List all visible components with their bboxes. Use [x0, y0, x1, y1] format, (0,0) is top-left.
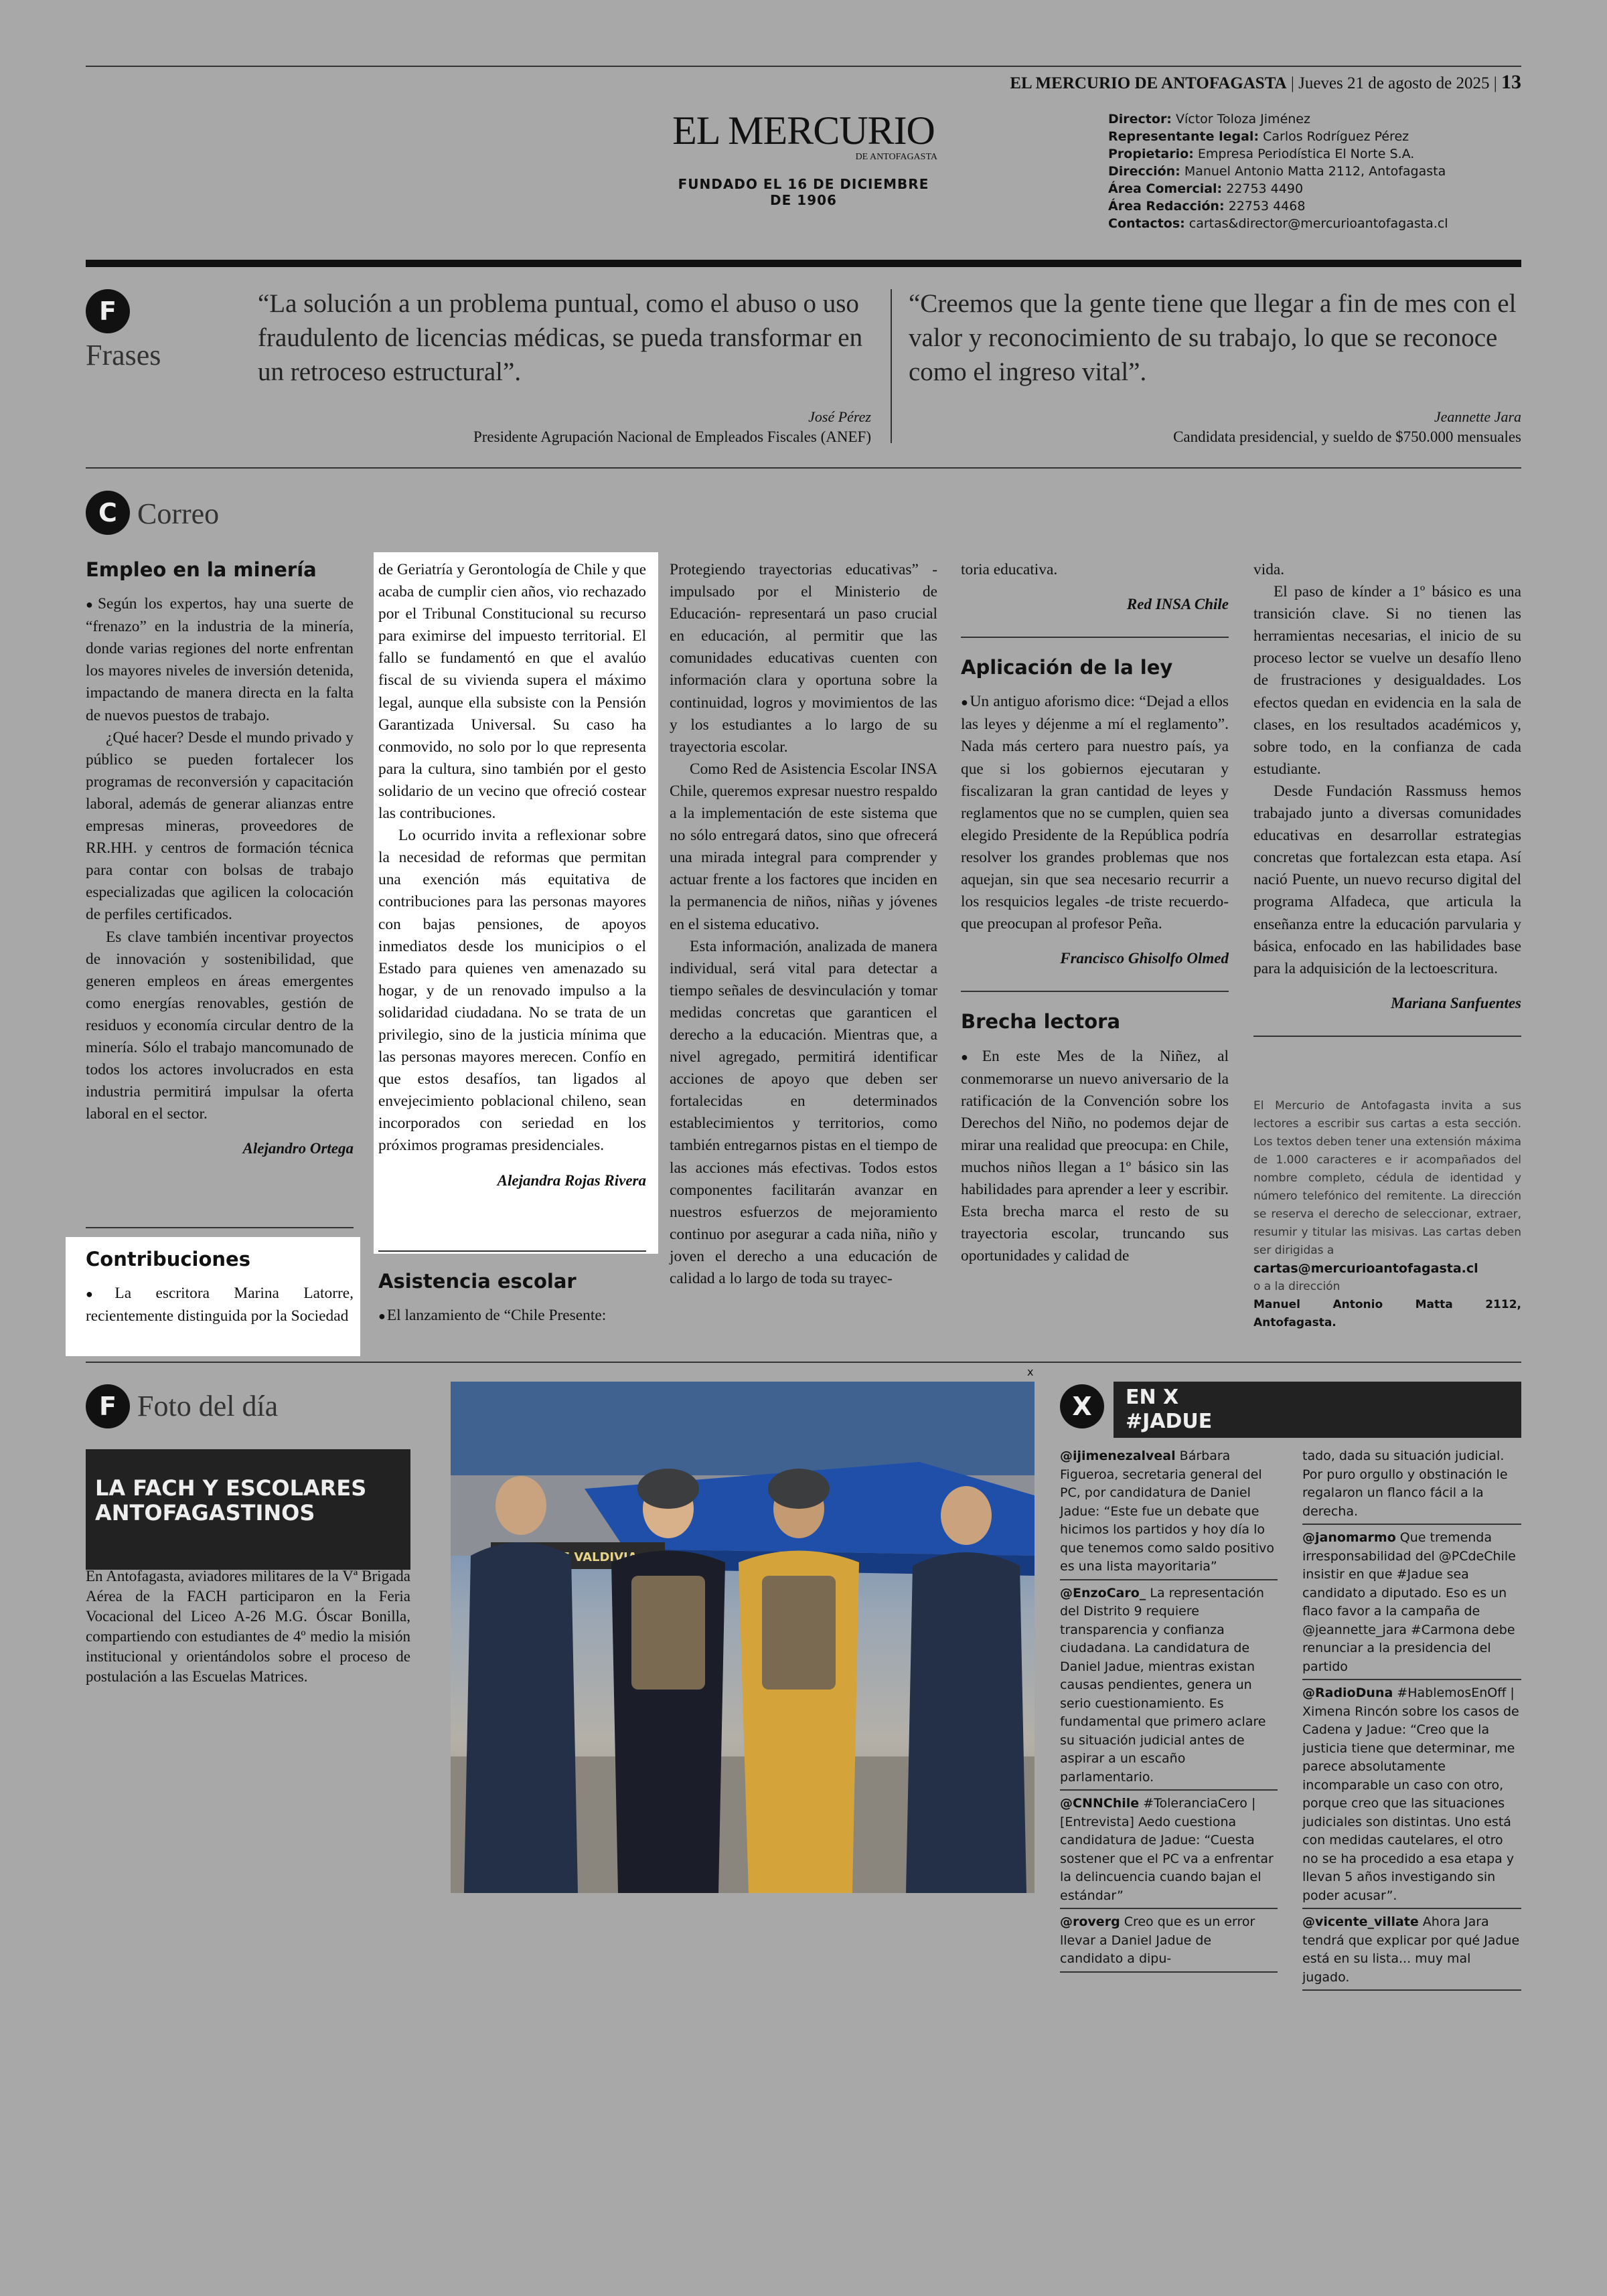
letters-column-4	[961, 559, 1229, 1267]
foto-label: Foto del día	[137, 1390, 279, 1422]
photo-close-mark[interactable]: x	[1027, 1366, 1034, 1378]
photo-illustration	[451, 1382, 1035, 1893]
tweet-text: tado, dada su situación judicial. Por puro orgullo y obstinación le regalaron un flanco fácil a la derecha.	[1302, 1449, 1508, 1519]
letter-paragraph: ● El lanzamiento de “Chile Presente:	[378, 1305, 646, 1327]
letter-signature: Mariana Sanfuentes	[1391, 994, 1521, 1011]
staff-label: Director:	[1108, 112, 1172, 127]
staff-value: cartas&director@mercurioantofagasta.cl	[1189, 216, 1448, 231]
foto-caption: En Antofagasta, aviadores militares de la Vª Brigada Aérea de la FACH participaron en la Feria Vocacional del Liceo A-26 M.G. Óscar Bonilla, compartiendo con estudiantes de 4º medio la misión institucional y orientándolos sobre el proceso de postulación a las Escuelas Matrices.	[86, 1568, 410, 1685]
tweet	[1302, 1913, 1521, 1991]
tweet	[1060, 1584, 1278, 1791]
staff-label: Contactos:	[1108, 216, 1185, 231]
staff-value: Empresa Periodística El Norte S.A.	[1197, 147, 1415, 161]
letter-paragraph: toria educativa.	[961, 561, 1058, 578]
quote-2-text: “Creemos que la gente tiene que llegar a fin de mes con el valor y reconocimiento de su trabajo, lo que se reconoce como el ingreso vital”.	[909, 289, 1517, 386]
letter-title-empleo: Empleo en la minería	[86, 558, 317, 581]
tweet-text: La representación del Distrito 9 requiere transparencia y confianza ciudadana. La candidatura de Daniel Jadue, mientras existan causas pendientes, genera un serio cuestionamiento. Es fundamental que primero aclare su situación judicial antes de aspirar a un escaño parlamentario.	[1060, 1585, 1266, 1785]
quote-1-role: Presidente Agrupación Nacional de Empleados Fiscales (ANEF)	[473, 428, 871, 445]
letter-paragraph: ● En este Mes de la Niñez, al conmemorarse un nuevo aniversario de la ratificación de la Convención sobre los Derechos del Niño, no podemos dejar de mirar una realidad que preocupa: en Chile, muchos niños llegan a 1º básico sin las habilidades para aprender a leer y escribir. Esta brecha marca el resto de su trayectoria escolar, truncando sus oportunidades y calidad de	[961, 1046, 1229, 1268]
x-header	[1114, 1382, 1521, 1438]
letter-title-contribuciones: Contribuciones	[86, 1248, 250, 1270]
frases-divider	[891, 289, 892, 443]
letter-paragraph: Esta información, analizada de manera individual, será vital para detectar a tiempo señales de desvinculación y tomar medidas concretas que garanticen el derecho a la educación. Mientras que, a nivel agregado, permitirá identificar acciones de apoyo que deben ser fortalecidas en determinados establecimientos y territorios, como también entregarnos pistas en el tiempo de las acciones más efectivas. Todos estos componentes facilitarán avanzar en nuestros esfuerzos de mejoramiento continuo por asegurar a cada niña, niño y joven el derecho a una educación de calidad a lo largo de toda su trayec-	[670, 937, 937, 1287]
quote-1-author: José Pérez	[808, 408, 871, 425]
tweet-text: Bárbara Figueroa, secretaria general del PC, por candidatura de Daniel Jadue: “Este fue un debate que hicimos los partidos y hoy día lo que tenemos como saldo positivo es una lista mayoritaria”	[1060, 1449, 1275, 1574]
staff-label: Propietario:	[1108, 147, 1194, 161]
staff-label: Dirección:	[1108, 164, 1180, 179]
letter-paragraph: vida.	[1253, 561, 1285, 578]
quote-1-text: “La solución a un problema puntual, como el abuso o uso fraudulento de licencias médicas, se pueda transformar en un retroceso estructural”.	[258, 289, 863, 386]
x-header-line-1: EN X	[1126, 1386, 1179, 1409]
quote-2-author: Jeannette Jara	[1434, 408, 1521, 425]
letter-asistencia-start	[378, 1270, 646, 1327]
col1-separator	[86, 1227, 354, 1228]
tweet	[1060, 1795, 1278, 1909]
tweet-handle[interactable]: @EnzoCaro_	[1060, 1585, 1146, 1601]
tweet-text: #ToleranciaCero | [Entrevista] Aedo cuestiona candidatura de Jadue: “Cuesta sostener que el PC va a enfrentar la delincuencia cuando bajan el estándar”	[1060, 1796, 1274, 1903]
tweet-handle[interactable]: @CNNChile	[1060, 1796, 1140, 1811]
note-or: o a la dirección	[1253, 1279, 1341, 1293]
founded-line: FUNDADO EL 16 DE DICIEMBRE DE 1906	[678, 176, 929, 208]
tweet	[1302, 1684, 1521, 1909]
staff-box	[1108, 110, 1448, 232]
col4-separator-2	[961, 991, 1229, 992]
staff-line	[1108, 110, 1448, 128]
masthead-title: EL MERCURIO	[672, 108, 935, 153]
staff-line	[1108, 215, 1448, 232]
x-badge: X	[1060, 1384, 1104, 1428]
staff-line	[1108, 180, 1448, 197]
staff-value: 22753 4490	[1226, 181, 1304, 196]
frases-top-rule	[86, 260, 1521, 267]
letter-paragraph: El paso de kínder a 1º básico es una transición clave. Si no tienen las herramientas necesarias, el inicio de su proceso lector se vuelve un desafío lleno de frustraciones y desigualdades. Los efectos quedan en evidencia en la sala de clases, en los resultados académicos y, sobre todo, en la confianza de cada estudiante.	[1253, 583, 1521, 778]
staff-value: 22753 4468	[1228, 199, 1306, 214]
staff-value: Manuel Antonio Matta 2112, Antofagasta	[1184, 164, 1446, 179]
note-text: El Mercurio de Antofagasta invita a sus lectores a escribir sus cartas a esta sección. Los textos deben tener una extensión máxima de 1.000 caracteres e ir acompañados del nombre completo, cédula de identidad y número telefónico del remitente. La dirección se reserva el derecho de seleccionar, extraer, resumir y titular las misivas. Las cartas deben ser dirigidas a	[1253, 1098, 1521, 1257]
letter-title-brecha: Brecha lectora	[961, 1010, 1121, 1034]
tweet-text: Que tremenda irresponsabilidad del @PCdeChile insistir en que #Jadue sea candidato a diputado. Eso es un flaco favor a la campaña de @jeannette_jara #Carmona debe renunciar a la presidencia del partido	[1302, 1530, 1516, 1674]
letter-paragraph: Desde Fundación Rassmuss hemos trabajado junto a diversas comunidades educativas en desarrollar estrategias concretas que fortalezcan esta etapa. Así nació Puente, un nuevo recurso digital del programa Alfadeca, que articula la enseñanza entre la educación parvularia y básica, enfocado en las habilidades base para la adquisición de la lectoescritura.	[1253, 782, 1521, 977]
letter-signature: Red INSA Chile	[1126, 596, 1229, 613]
letter-contribuciones-start	[86, 1248, 354, 1327]
foto-badge: F	[86, 1384, 130, 1428]
staff-label: Área Comercial:	[1108, 181, 1223, 196]
staff-line	[1108, 197, 1448, 215]
paper-name: EL MERCURIO DE ANTOFAGASTA	[1010, 74, 1287, 92]
letters-column-1	[86, 559, 354, 1159]
issue-date: Jueves 21 de agosto de 2025	[1298, 74, 1490, 92]
tweet	[1060, 1913, 1278, 1973]
x-header-line-2: #JADUE	[1126, 1410, 1213, 1433]
page-header-info: EL MERCURIO DE ANTOFAGASTA | Jueves 21 de agosto de 2025 | 13	[1010, 71, 1521, 93]
tweet-text: #HablemosEnOff | Ximena Rincón sobre los casos de Cadena y Jadue: “Creo que la justicia tiene que determinar, me parece absolutamente incomparable un caso con otro, porque creo que las situaciones judiciales son distintas. Uno está con medidas cautelares, el otro no se ha procedido a esa etapa y llevan 5 años investigando sin poder acusar”.	[1302, 1686, 1519, 1903]
page-number: 13	[1501, 71, 1521, 93]
letters-column-3	[670, 559, 937, 1290]
letter-paragraph: ● Según los expertos, hay una suerte de “frenazo” en la industria de la minería, donde varias regiones del norte enfrentan los mayores niveles de inversión detenida, impactando de manera directa en la falta de nuevos puestos de trabajo.	[86, 593, 354, 727]
x-tweets-column-2	[1302, 1447, 1521, 1995]
note-address: Manuel Antonio Matta 2112, Antofagasta.	[1253, 1297, 1521, 1329]
staff-value: Carlos Rodríguez Pérez	[1263, 129, 1409, 144]
col4-separator-1	[961, 637, 1229, 638]
correo-badge: C	[86, 491, 130, 535]
letter-paragraph: ● Un antiguo aforismo dice: “Dejad a ellos las leyes y déjenme a mí el reglamento”. Nada más certero para nuestro país, ya que si los gobiernos ejecutaran y fiscalizaran la gran cantidad de leyes y reglamentos que no se cumplen, quien sea elegido Presidente de la República podría resolver los grandes problemas que nos aquejan, sin que sea necesario recurrir a los resquicios legales -de triste recuerdo- que preocupan al profesor Peña.	[961, 691, 1229, 935]
staff-line	[1108, 128, 1448, 145]
reader-letters-note	[1253, 1097, 1521, 1332]
letter-signature: Francisco Ghisolfo Olmed	[1060, 950, 1229, 967]
x-tweets-column-1	[1060, 1447, 1278, 1977]
tweet-text: Ahora Jara tendrá que explicar por qué Jadue está en su lista... muy mal jugado.	[1302, 1914, 1520, 1985]
tweet-handle[interactable]: @ijimenezalveal	[1060, 1449, 1176, 1463]
letters-column-5	[1253, 559, 1521, 1332]
foto-headline: LA FACH Y ESCOLARES ANTOFAGASTINOS	[86, 1449, 410, 1570]
letters-column-2	[378, 559, 646, 1192]
letter-paragraph: Protegiendo trayectorias educativas” -impulsado por el Ministerio de Educación- representará un paso crucial en educación, al permitir que las comunidades educativas cuenten con información clara y oportuna sobre la continuidad, logros y movimientos de las y los estudiantes a lo largo de su trayectoria escolar.	[670, 561, 937, 756]
letter-signature: Alejandra Rojas Rivera	[497, 1171, 646, 1189]
tweet-text: Creo que es un error llevar a Daniel Jadue de candidato a dipu-	[1060, 1914, 1255, 1966]
tweet-handle[interactable]: @vicente_villate	[1302, 1914, 1419, 1929]
top-rule	[86, 66, 1521, 67]
letter-paragraph: Como Red de Asistencia Escolar INSA Chile, queremos expresar nuestro respaldo a la implementación de este sistema que no sólo entregará datos, sino que ofrecerá una mirada integral para comprender y actuar frente a los factores que inciden en la permanencia de niños, niñas y jóvenes en el sistema educativo.	[670, 760, 937, 933]
tweet-handle[interactable]: @RadioDuna	[1302, 1686, 1393, 1700]
staff-line	[1108, 163, 1448, 180]
frases-label: Frases	[86, 339, 161, 372]
staff-line	[1108, 145, 1448, 163]
letter-paragraph: Lo ocurrido invita a reflexionar sobre la necesidad de reformas que permitan una exención más equitativa de contribuciones para las personas mayores con bajas pensiones, de apoyos inmediatos desde los municipios o el Estado para quienes ven amenazado su hogar, y de un renovado impulso a la solidaridad ciudadana. No se trata de un privilegio, sino de la justicia mínima que las personas mayores merecen. Confío en que estos desafíos, tan ligados al envejecimiento poblacional chileno, sean incorporados con seriedad en los próximos programas presidenciales.	[378, 827, 646, 1155]
col2-separator	[378, 1250, 646, 1252]
letter-signature: Alejandro Ortega	[242, 1140, 354, 1157]
staff-label: Área Redacción:	[1108, 199, 1225, 214]
photo-sign-text: VALDIVIA	[574, 1550, 637, 1564]
letter-paragraph: ¿Qué hacer? Desde el mundo privado y público se pueden fortalecer los programas de reconversión y capacitación laboral, además de generar alianzas entre empresas mineras, proveedores de RR.HH. y centros de formación técnica para contar con bolsas de trabajo especializadas que agilicen la colocación de perfiles certificados.	[86, 728, 354, 924]
col5-separator	[1253, 1036, 1521, 1037]
masthead	[670, 110, 937, 208]
letter-title-asistencia: Asistencia escolar	[378, 1270, 577, 1293]
tweet	[1302, 1447, 1521, 1525]
correo-label: Correo	[137, 497, 220, 530]
staff-label: Representante legal:	[1108, 129, 1259, 144]
letter-paragraph: de Geriatría y Gerontología de Chile y que acaba de cumplir cien años, vio rechazado por el Tribunal Constitucional su recurso para eximirse del impuesto territorial. El fallo se fundamentó en que el avalúo fiscal de su vivienda supera el máximo legal, aunque ella subsiste con la Pensión Garantizada Universal. Su caso ha conmovido, no solo por lo que representa para la cultura, sino también por el gesto solidario de un vecino que ofreció costear las contribuciones.	[378, 561, 646, 823]
foto-top-rule	[86, 1362, 1521, 1363]
tweet-handle[interactable]: @roverg	[1060, 1914, 1120, 1929]
tweet	[1302, 1529, 1521, 1680]
letter-title-aplicacion: Aplicación de la ley	[961, 656, 1173, 679]
note-email[interactable]: cartas@mercurioantofagasta.cl	[1253, 1260, 1478, 1276]
correo-top-rule	[86, 467, 1521, 469]
tweet-handle[interactable]: @janomarmo	[1302, 1530, 1396, 1545]
masthead-subtitle: DE ANTOFAGASTA	[855, 152, 937, 162]
tweet	[1060, 1447, 1278, 1580]
letter-paragraph: Es clave también incentivar proyectos de innovación y sostenibilidad, que generen empleos en áreas emergentes como energías renovables, gestión de residuos y economía circular dentro de la minería. Sólo el trabajo mancomunado de todos los actores involucrados en esta industria permitirá impulsar la oferta laboral en el sector.	[86, 928, 354, 1123]
photo-fach-students	[451, 1382, 1035, 1893]
quote-2-role: Candidata presidencial, y sueldo de $750.000 mensuales	[1173, 428, 1521, 445]
letter-paragraph: ● La escritora Marina Latorre, recientemente distinguida por la Sociedad	[86, 1283, 354, 1327]
staff-value: Víctor Toloza Jiménez	[1175, 112, 1310, 127]
frases-badge: F	[86, 289, 130, 333]
